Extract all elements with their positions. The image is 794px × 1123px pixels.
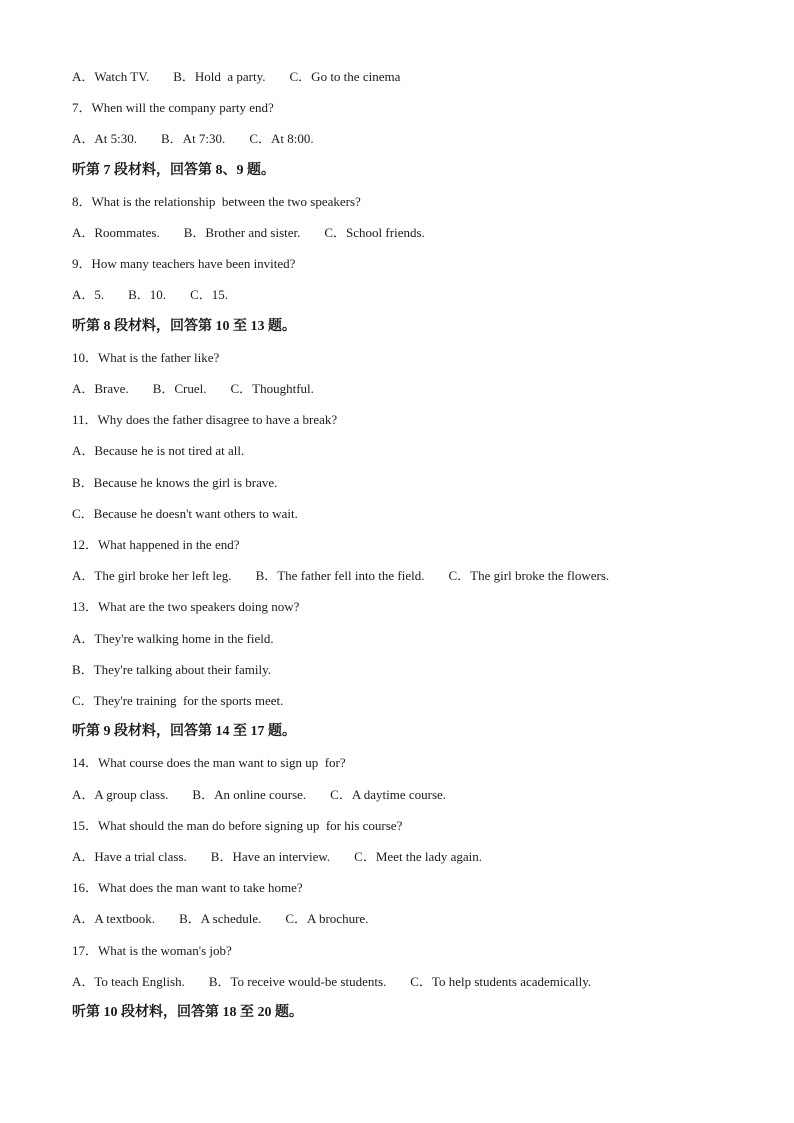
- section-heading: 听第 8 段材料，回答第 10 至 13 题。: [72, 318, 296, 334]
- question-text: 9．How many teachers have been invited?: [72, 256, 296, 272]
- section-heading: 听第 7 段材料，回答第 8、9 题。: [72, 162, 275, 178]
- answer-option: C．Meet the lady again.: [354, 849, 482, 864]
- answer-option: C．To help students academically.: [410, 973, 592, 989]
- answer-option: A．To teach English.: [72, 973, 185, 989]
- answer-option: A．The girl broke her left leg.: [72, 568, 232, 584]
- question-text: C．They're training for the sports meet.: [72, 693, 284, 708]
- answer-option: C．At 8:00.: [249, 131, 314, 147]
- answer-options: [72, 568, 609, 584]
- question-text: A．They're walking home in the field.: [72, 630, 274, 646]
- answer-options: [72, 787, 446, 803]
- answer-option: A．A textbook.: [72, 911, 156, 927]
- question-text: 10．What is the father like?: [72, 349, 220, 365]
- answer-options: [72, 381, 314, 397]
- question-text: B．Because he knows the girl is brave.: [72, 474, 278, 490]
- answer-option: A．Brave.: [72, 381, 129, 396]
- answer-option: B．At 7:30.: [161, 131, 226, 147]
- answer-options: [72, 131, 314, 147]
- question-text: 13．What are the two speakers doing now?: [72, 599, 300, 615]
- question-text: C．Because he doesn't want others to wait.: [72, 505, 298, 521]
- question-text: 14．What course does the man want to sign up for?: [72, 755, 346, 771]
- section-heading: 听第 9 段材料，回答第 14 至 17 题。: [72, 724, 296, 740]
- answer-option: B．To receive would-be students.: [208, 973, 387, 989]
- question-text: A．Because he is not tired at all.: [72, 443, 245, 459]
- question-text: 15．What should the man do before signing up for his course?: [72, 817, 403, 833]
- answer-options: [72, 911, 368, 927]
- question-text: 12．What happened in the end?: [72, 537, 240, 552]
- answer-options: [72, 69, 400, 85]
- answer-option: C．School friends.: [324, 225, 425, 240]
- question-text: 7．When will the company party end?: [72, 100, 274, 116]
- answer-option: B．Cruel.: [152, 381, 207, 396]
- question-text: 16．What does the man want to take home?: [72, 880, 303, 896]
- question-text: 17．What is the woman's job?: [72, 942, 232, 958]
- answer-option: C．15.: [190, 287, 228, 303]
- answer-options: [72, 849, 482, 865]
- answer-option: B．10.: [128, 287, 167, 303]
- answer-option: C．The girl broke the flowers.: [448, 568, 610, 584]
- answer-option: B．An online course.: [192, 786, 307, 802]
- answer-option: B．Brother and sister.: [183, 225, 301, 240]
- answer-option: B．A schedule.: [179, 911, 262, 927]
- question-text: B．They're talking about their family.: [72, 661, 271, 677]
- answer-options: [72, 287, 228, 303]
- answer-option: C．A brochure.: [285, 911, 369, 927]
- answer-option: A．Watch TV.: [72, 69, 150, 84]
- answer-option: B．Have an interview.: [210, 849, 331, 864]
- section-heading: 听第 10 段材料，回答第 18 至 20 题。: [72, 1005, 303, 1020]
- answer-option: B．The father fell into the field.: [255, 568, 425, 584]
- answer-option: A．5.: [72, 287, 105, 303]
- answer-option: B．Hold a party.: [173, 69, 266, 84]
- answer-option: C．A daytime course.: [330, 786, 447, 802]
- question-text: 8．What is the relationship between the two speakers?: [72, 193, 361, 209]
- answer-option: A．At 5:30.: [72, 131, 138, 147]
- question-text: 11．Why does the father disagree to have a break?: [72, 412, 338, 428]
- answer-options: [72, 974, 591, 990]
- answer-options: [72, 225, 425, 241]
- answer-option: A．Have a trial class.: [72, 849, 187, 864]
- answer-option: C．Go to the cinema: [289, 69, 401, 84]
- answer-option: C．Thoughtful.: [230, 381, 314, 396]
- answer-option: A．Roommates.: [72, 225, 160, 240]
- answer-option: A．A group class.: [72, 786, 169, 802]
